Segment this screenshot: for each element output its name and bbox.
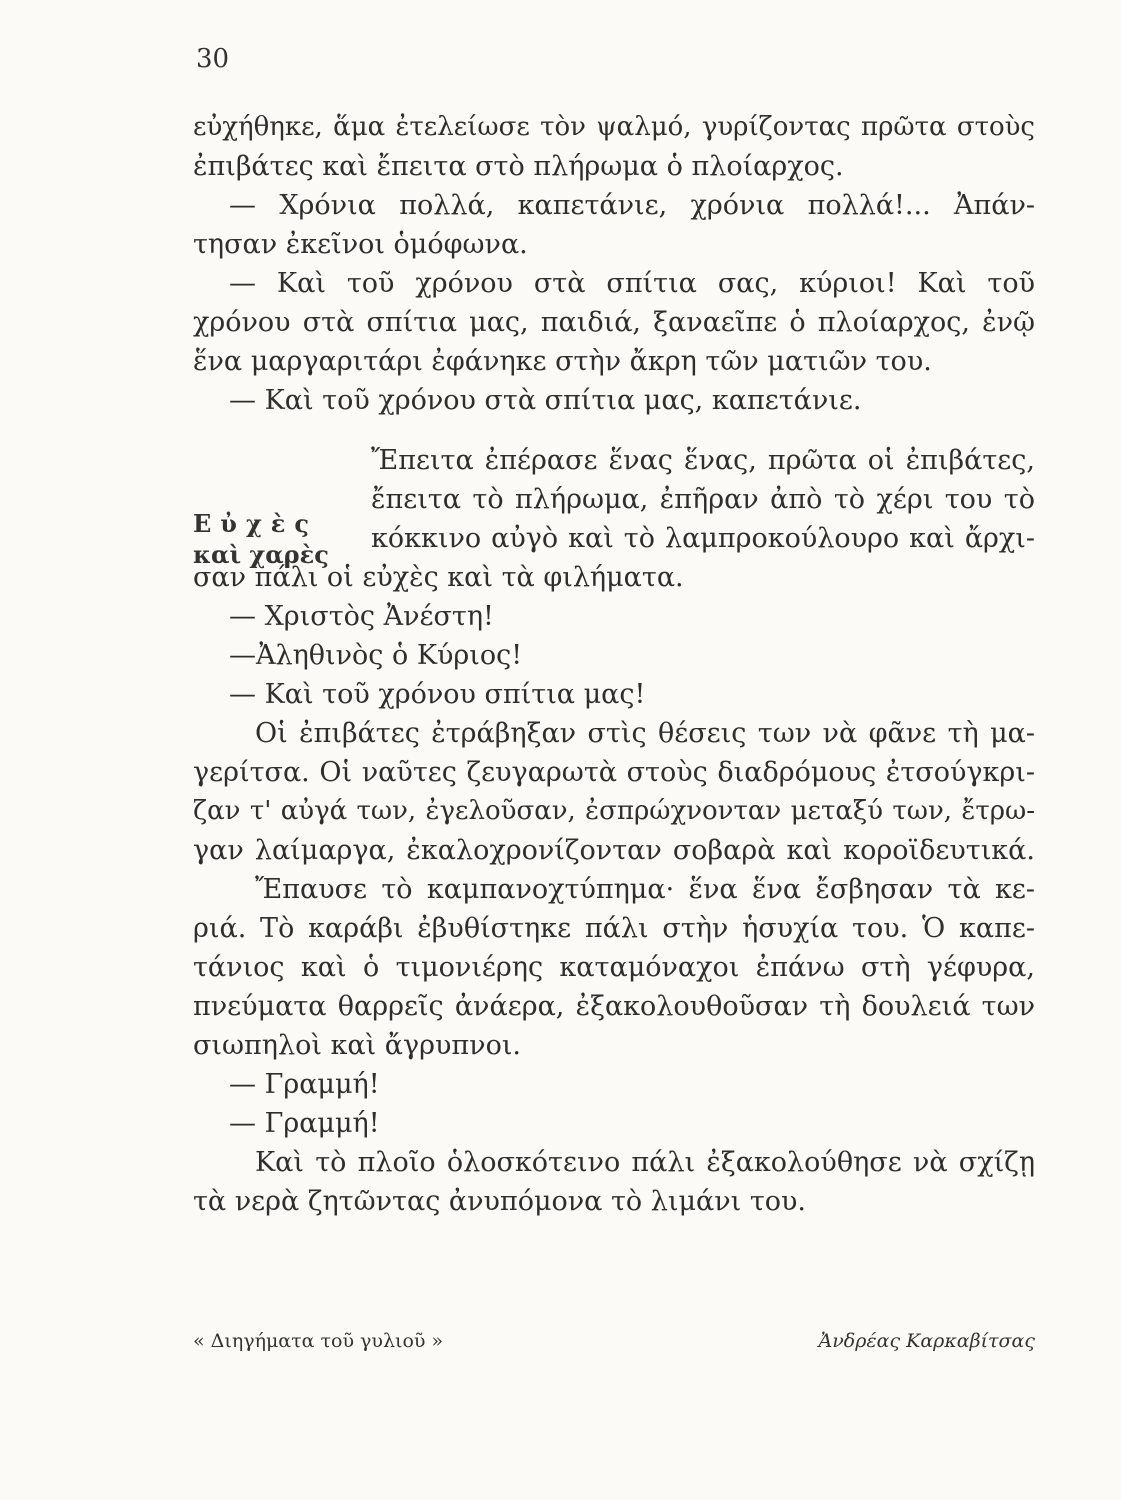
text-line: — Χρόνια πολλά, καπετάνιε, χρόνια πολλά!... Ἀπάν- — [229, 190, 1035, 221]
author-name: Ἀνδρέας Καρκαβίτσας — [818, 1330, 1035, 1352]
text-line: γερίτσα. Οἱ ναῦτες ζευγαρωτὰ στοὺς διαδρόμους ἐτσούγκρι- — [193, 757, 1035, 788]
margin-heading-line-2: καὶ χαρὲς — [193, 540, 329, 569]
text-line: γαν λαίμαργα, ἐκαλοχρονίζονταν σοβαρὰ καὶ κοροϊδευτικά. — [193, 835, 1035, 866]
body-text — [193, 108, 1035, 1221]
text-line: — Καὶ τοῦ χρόνου στὰ σπίτια μας, καπετάνιε. — [229, 385, 862, 416]
section-gap — [193, 420, 1035, 441]
text-line: ἔπειτα τὸ πλήρωμα, ἐπῆραν ἀπὸ τὸ χέρι του τὸ — [371, 484, 1035, 515]
text-line: πνεύματα θαρρεῖς ἀνάερα, ἐξακολουθοῦσαν τὴ δουλειά των — [193, 991, 1035, 1022]
text-line: — Καὶ τοῦ χρόνου στὰ σπίτια σας, κύριοι! Καὶ τοῦ — [229, 268, 1035, 299]
text-line: χρόνου στὰ σπίτια μας, παιδιά, ξαναεῖπε ὁ πλοίαρχος, ἐνῷ — [193, 307, 1035, 338]
text-line: Οἱ ἐπιβάτες ἐτράβηξαν στὶς θέσεις των νὰ φᾶνε τὴ μα- — [255, 718, 1035, 749]
text-line: Ἔπειτα ἐπέρασε ἕνας ἕνας, πρῶτα οἱ ἐπιβάτες, — [371, 445, 1035, 476]
text-line: σιωπηλοὶ καὶ ἄγρυπνοι. — [193, 1030, 522, 1061]
text-line: — Χριστὸς Ἀνέστη! — [229, 601, 494, 632]
text-line: Ἔπαυσε τὸ καμπανοχτύπημα· ἕνα ἕνα ἔσβησαν τὰ κε- — [255, 874, 1035, 905]
text-line: εὐχήθηκε, ἅμα ἐτελείωσε τὸν ψαλμό, γυρίζοντας πρῶτα στοὺς — [193, 112, 1035, 142]
margin-heading-line-1: Εὐχὲς — [193, 509, 318, 538]
text-line: ριά. Τὸ καράβι ἐβυθίστηκε πάλι στὴν ἡσυχία του. Ὁ καπε- — [193, 913, 1035, 944]
text-line: — Γραμμή! — [229, 1108, 380, 1139]
text-line: σαν πάλι οἱ εὐχὲς καὶ τὰ φιλήματα. — [193, 562, 684, 593]
source-citation: « Διηγήματα τοῦ γυλιοῦ » — [193, 1330, 444, 1352]
text-line: τησαν ἐκεῖνοι ὁμόφωνα. — [193, 229, 528, 260]
text-line: τὰ νερὰ ζητῶντας ἀνυπόμονα τὸ λιμάνι του. — [193, 1186, 807, 1217]
text-line: — Γραμμή! — [229, 1069, 380, 1100]
page-number: 30 — [196, 44, 230, 74]
text-line: —Ἀληθινὸς ὁ Κύριος! — [229, 640, 523, 671]
text-line: ἐπιβάτες καὶ ἔπειτα στὸ πλήρωμα ὁ πλοίαρχος. — [193, 151, 844, 182]
text-line: ζαν τ' αὐγά των, ἐγελοῦσαν, ἐσπρώχνονταν μεταξύ των, ἔτρω- — [193, 796, 1035, 826]
text-line: ἕνα μαργαριτάρι ἐφάνηκε στὴν ἄκρη τῶν ματιῶν του. — [193, 346, 932, 377]
text-line: Καὶ τὸ πλοῖο ὁλοσκότεινο πάλι ἐξακολούθησε νὰ σχίζῃ — [255, 1147, 1035, 1178]
text-line: κόκκινο αὐγὸ καὶ τὸ λαμπροκούλουρο καὶ ἄρχι- — [371, 523, 1035, 554]
text-line: — Καὶ τοῦ χρόνου σπίτια μας! — [229, 679, 646, 710]
text-line: τάνιος καὶ ὁ τιμονιέρης καταμόναχοι ἐπάνω στὴ γέφυρα, — [193, 952, 1035, 983]
